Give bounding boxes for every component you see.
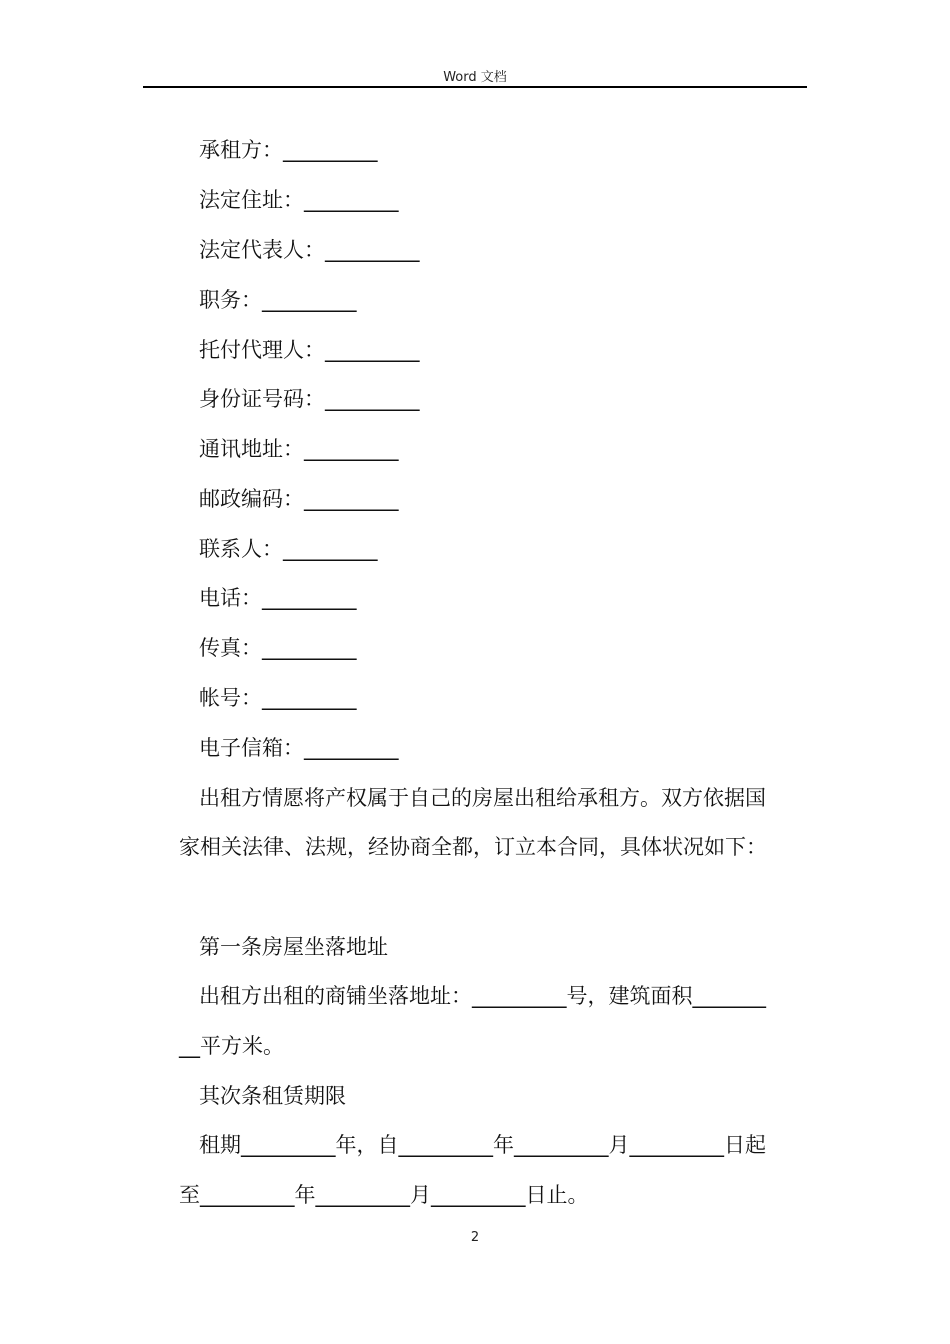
paragraph-intro-line-2: 家相关法律、法规，经协商全都，订立本合同，具体状况如下： [179,835,767,859]
field-account: 帐号：_________ [199,686,357,710]
field-legal-representative: 法定代表人：_________ [199,238,420,262]
article-2-heading: 其次条租赁期限 [199,1084,346,1108]
article-1-heading: 第一条房屋坐落地址 [199,935,388,959]
page-number: 2 [470,1230,480,1245]
field-tenant: 承租方：_________ [199,138,378,162]
field-id-number: 身份证号码：_________ [199,387,420,411]
field-fax: 传真：_________ [199,636,357,660]
article-2-text-line-2: 至_________年_________月_________日止。 [179,1183,589,1207]
article-2-text-line-1: 租期_________年，自_________年_________月_________日起 [199,1133,766,1157]
field-email: 电子信箱：_________ [199,736,399,760]
page-header-text: Word 文档 [443,70,507,85]
field-contact: 联系人：_________ [199,537,378,561]
field-position: 职务：_________ [199,288,357,312]
article-1-text-line-2: __平方米。 [179,1034,284,1058]
article-1-text-line-1: 出租方出租的商铺坐落地址：_________号，建筑面积_______ [199,984,766,1008]
field-postal-code: 邮政编码：_________ [199,487,399,511]
field-mailing-address: 通讯地址：_________ [199,437,399,461]
header-rule [143,86,807,88]
field-authorized-agent: 托付代理人：_________ [199,338,420,362]
field-legal-address: 法定住址：_________ [199,188,399,212]
paragraph-intro-line-1: 出租方情愿将产权属于自己的房屋出租给承租方。双方依据国 [199,786,766,810]
field-phone: 电话：_________ [199,586,357,610]
